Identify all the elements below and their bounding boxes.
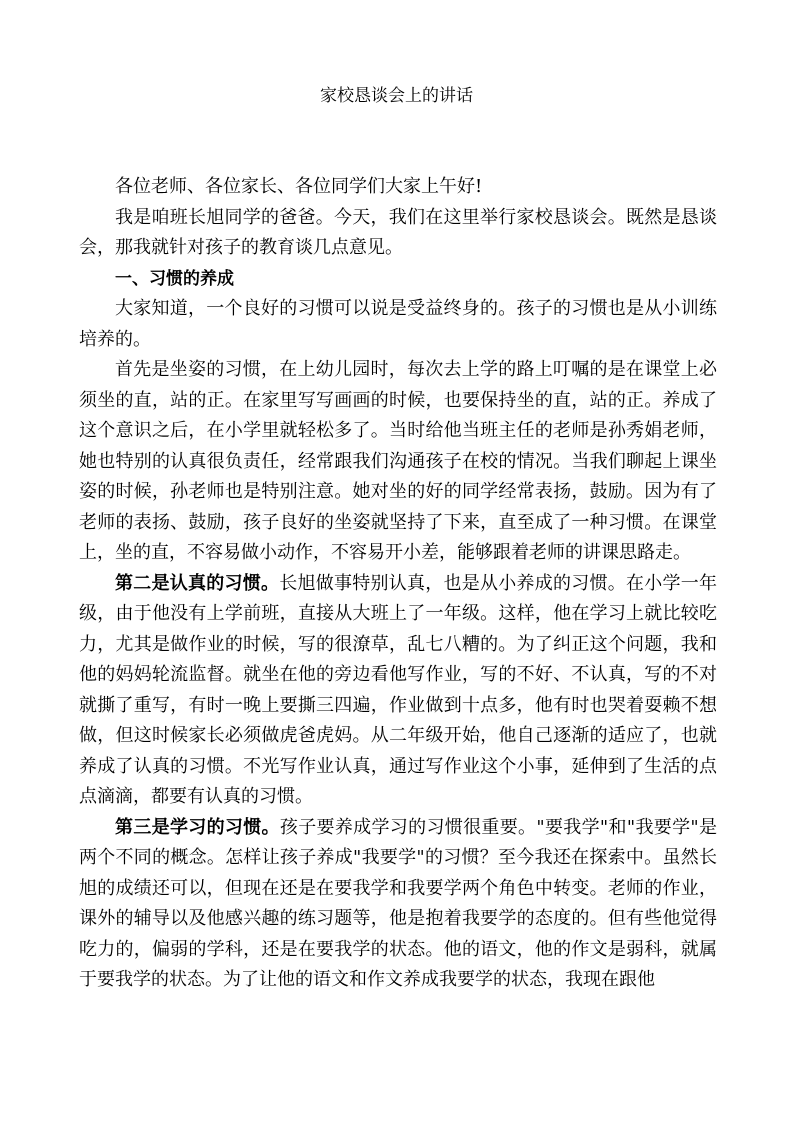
paragraph-text-diligence: 长旭做事特别认真，也是从小养成的习惯。在小学一年级，由于他没有上学前班，直接从大班上了一年级。这样，他在学习上就比较吃力，尤其是做作业的时候，写的很潦草，乱七八糟的。为了纠正这个问题，我和他的妈妈轮流监督。就坐在他的旁边看他写作业，写的不好、不认真，写的不对就撕了重写，有时一晚上要撕三四遍，作业做到十点多，他有时也哭着耍赖不想做，但这时候家长必须做虎爸虎妈。从二年级开始，他自己逐渐的适应了，也就养成了认真的习惯。不光写作业认真，通过写作业这个小事，延伸到了生活的点点滴滴，都要有认真的习惯。: [79, 572, 717, 807]
paragraph-lead-diligence: 第二是认真的习惯。: [115, 572, 280, 594]
paragraph-text-study: 孩子要养成学习的习惯很重要。"要我学"和"我要学"是两个不同的概念。怎样让孩子养成"我要学"的习惯？至今我还在探索中。虽然长旭的成绩还可以，但现在还是在要我学和我要学两个角色中转变。老师的作业，课外的辅导以及他感兴趣的练习题等，他是抱着我要学的态度的。但有些他觉得吃力的，偏弱的学科，还是在要我学的状态。他的语文，他的作文是弱科，就属于要我学的状态。为了让他的语文和作文养成我要学的状态，我现在跟他: [79, 816, 718, 990]
paragraph-habits-intro: 大家知道，一个良好的习惯可以说是受益终身的。孩子的习惯也是从小训练培养的。: [79, 298, 717, 350]
paragraph-diligence-habit: [79, 569, 717, 813]
document-title: 家校恳谈会上的讲话: [320, 86, 473, 106]
paragraph-lead-study: 第三是学习的习惯。: [115, 816, 280, 838]
paragraph-study-habit: [79, 813, 717, 996]
document-body: [79, 172, 717, 996]
paragraph-posture-habit: 首先是坐姿的习惯，在上幼儿园时，每次去上学的路上叮嘱的是在课堂上必须坐的直，站的正。在家里写写画画的时候，也要保持坐的直，站的正。养成了这个意识之后，在小学里就轻松多了。当时给他当班主任的老师是孙秀娟老师，她也特别的认真很负责任，经常跟我们沟通孩子在校的情况。当我们聊起上课坐姿的时候，孙老师也是特别注意。她对坐的好的同学经常表扬，鼓励。因为有了老师的表扬、鼓励，孩子良好的坐姿就坚持了下来，直至成了一种习惯。在课堂上，坐的直，不容易做小动作，不容易开小差，能够跟着老师的讲课思路走。: [79, 359, 717, 563]
section-heading-habits: 一、习惯的养成: [115, 268, 234, 289]
paragraph-greeting: 各位老师、各位家长、各位同学们大家上午好!: [115, 176, 483, 197]
paragraph-intro: 我是咱班长旭同学的爸爸。今天，我们在这里举行家校恳谈会。既然是恳谈会，那我就针对孩子的教育谈几点意见。: [79, 206, 717, 258]
